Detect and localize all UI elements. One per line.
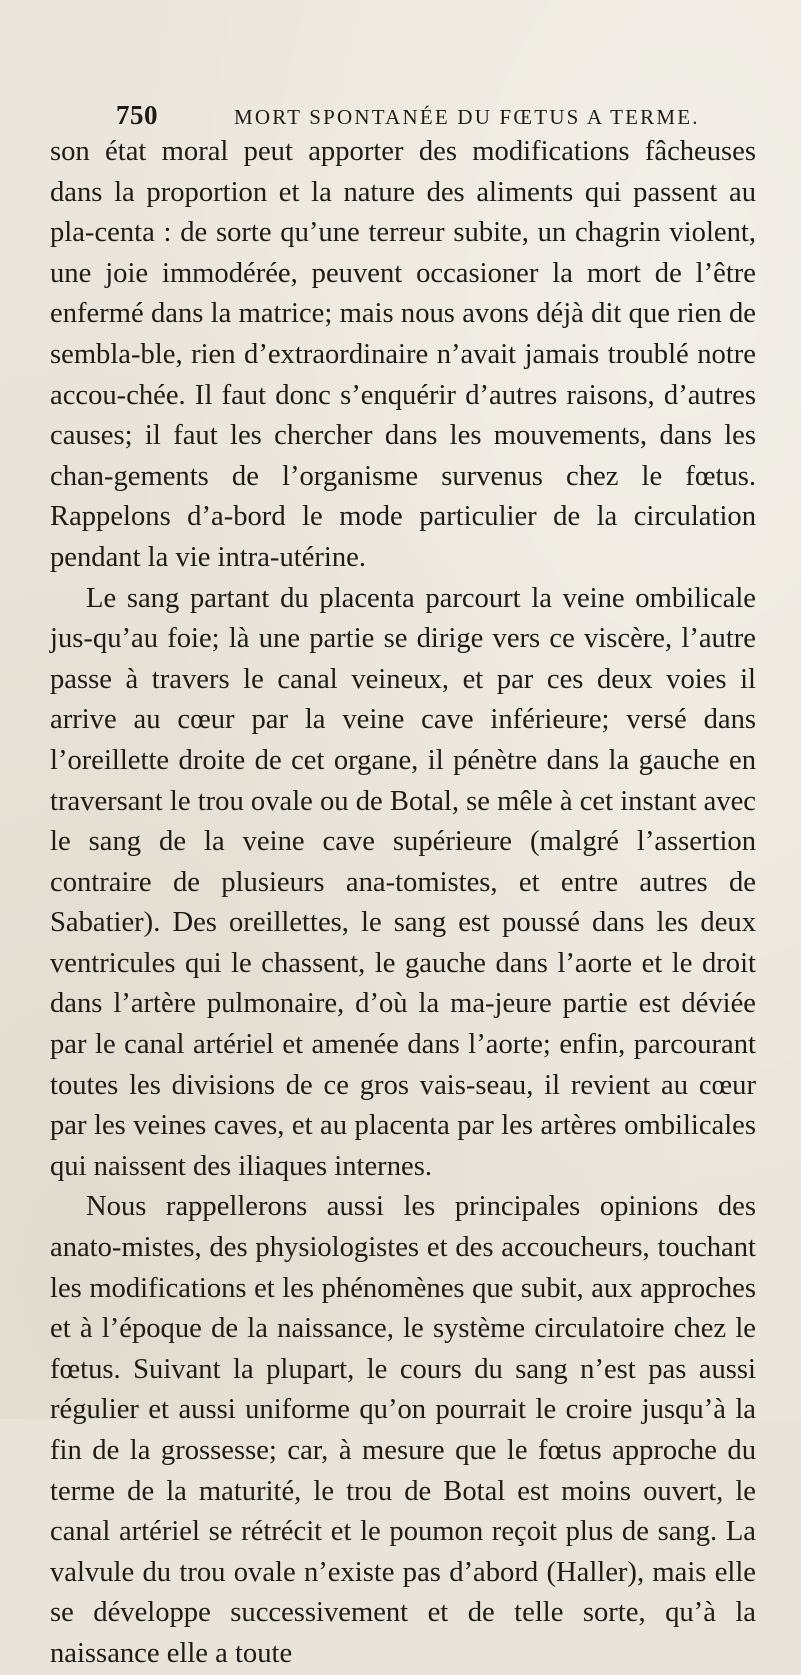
text-body xyxy=(50,132,756,1675)
running-head xyxy=(116,100,753,134)
running-title: MORT SPONTANÉE DU FŒTUS A TERME. xyxy=(234,105,700,129)
paragraph-opinions: Nous rappellerons aussi les principales opinions des anato-mistes, des physiologistes et des accoucheurs, touchant les modifications et les phénomènes que subit, aux approches et à l’époque de la naissance, le système circulatoire chez le fœtus. Suivant la plupart, le cours du sang n’est pas aussi régulier et aussi uniforme qu’on pourrait le croire jusqu’à la fin de la grossesse; car, à mesure que le fœtus approche du terme de la maturité, le trou de Botal est moins ouvert, le canal artériel se rétrécit et le poumon reçoit plus de sang. La valvule du trou ovale n’existe pas d’abord (Haller), mais elle se développe successivement et de telle sorte, qu’à la naissance elle a toute xyxy=(50,1191,756,1669)
page-number: 750 xyxy=(116,100,158,130)
paragraph-continued: son état moral peut apporter des modifications fâcheuses dans la proportion et la nature des aliments qui passent au pla-centa : de sorte qu’une terreur subite, un chagrin violent, une joie immodérée, peuvent occasioner la mort de l’être enfermé dans la matrice; mais nous avons déjà dit que rien de sembla-ble, rien d’extraordinaire n’avait jamais troublé notre accou-chée. Il faut donc s’enquérir d’autres raisons, d’autres causes; il faut les chercher dans les mouvements, dans les chan-gements de l’organisme survenus chez le fœtus. Rappelons d’a-bord le mode particulier de la circulation pendant la vie intra-utérine. xyxy=(50,136,756,573)
paragraph-blood-circulation: Le sang partant du placenta parcourt la veine ombilicale jus-qu’au foie; là une partie se dirige vers ce viscère, l’autre passe à travers le canal veineux, et par ces deux voies il arrive au cœur par la veine cave inférieure; versé dans l’oreillette droite de cet organe, il pénètre dans la gauche en traversant le trou ovale ou de Botal, se mêle à cet instant avec le sang de la veine cave supérieure (malgré l’assertion contraire de plusieurs ana-tomistes, et entre autres de Sabatier). Des oreillettes, le sang est poussé dans les deux ventricules qui le chassent, le gauche dans l’aorte et le droit dans l’artère pulmonaire, d’où la ma-jeure partie est déviée par le canal artériel et amenée dans l’aorte; enfin, parcourant toutes les divisions de ce gros vais-seau, il revient au cœur par les veines caves, et au placenta par les artères ombilicales qui naissent des iliaques internes. xyxy=(50,582,756,1182)
